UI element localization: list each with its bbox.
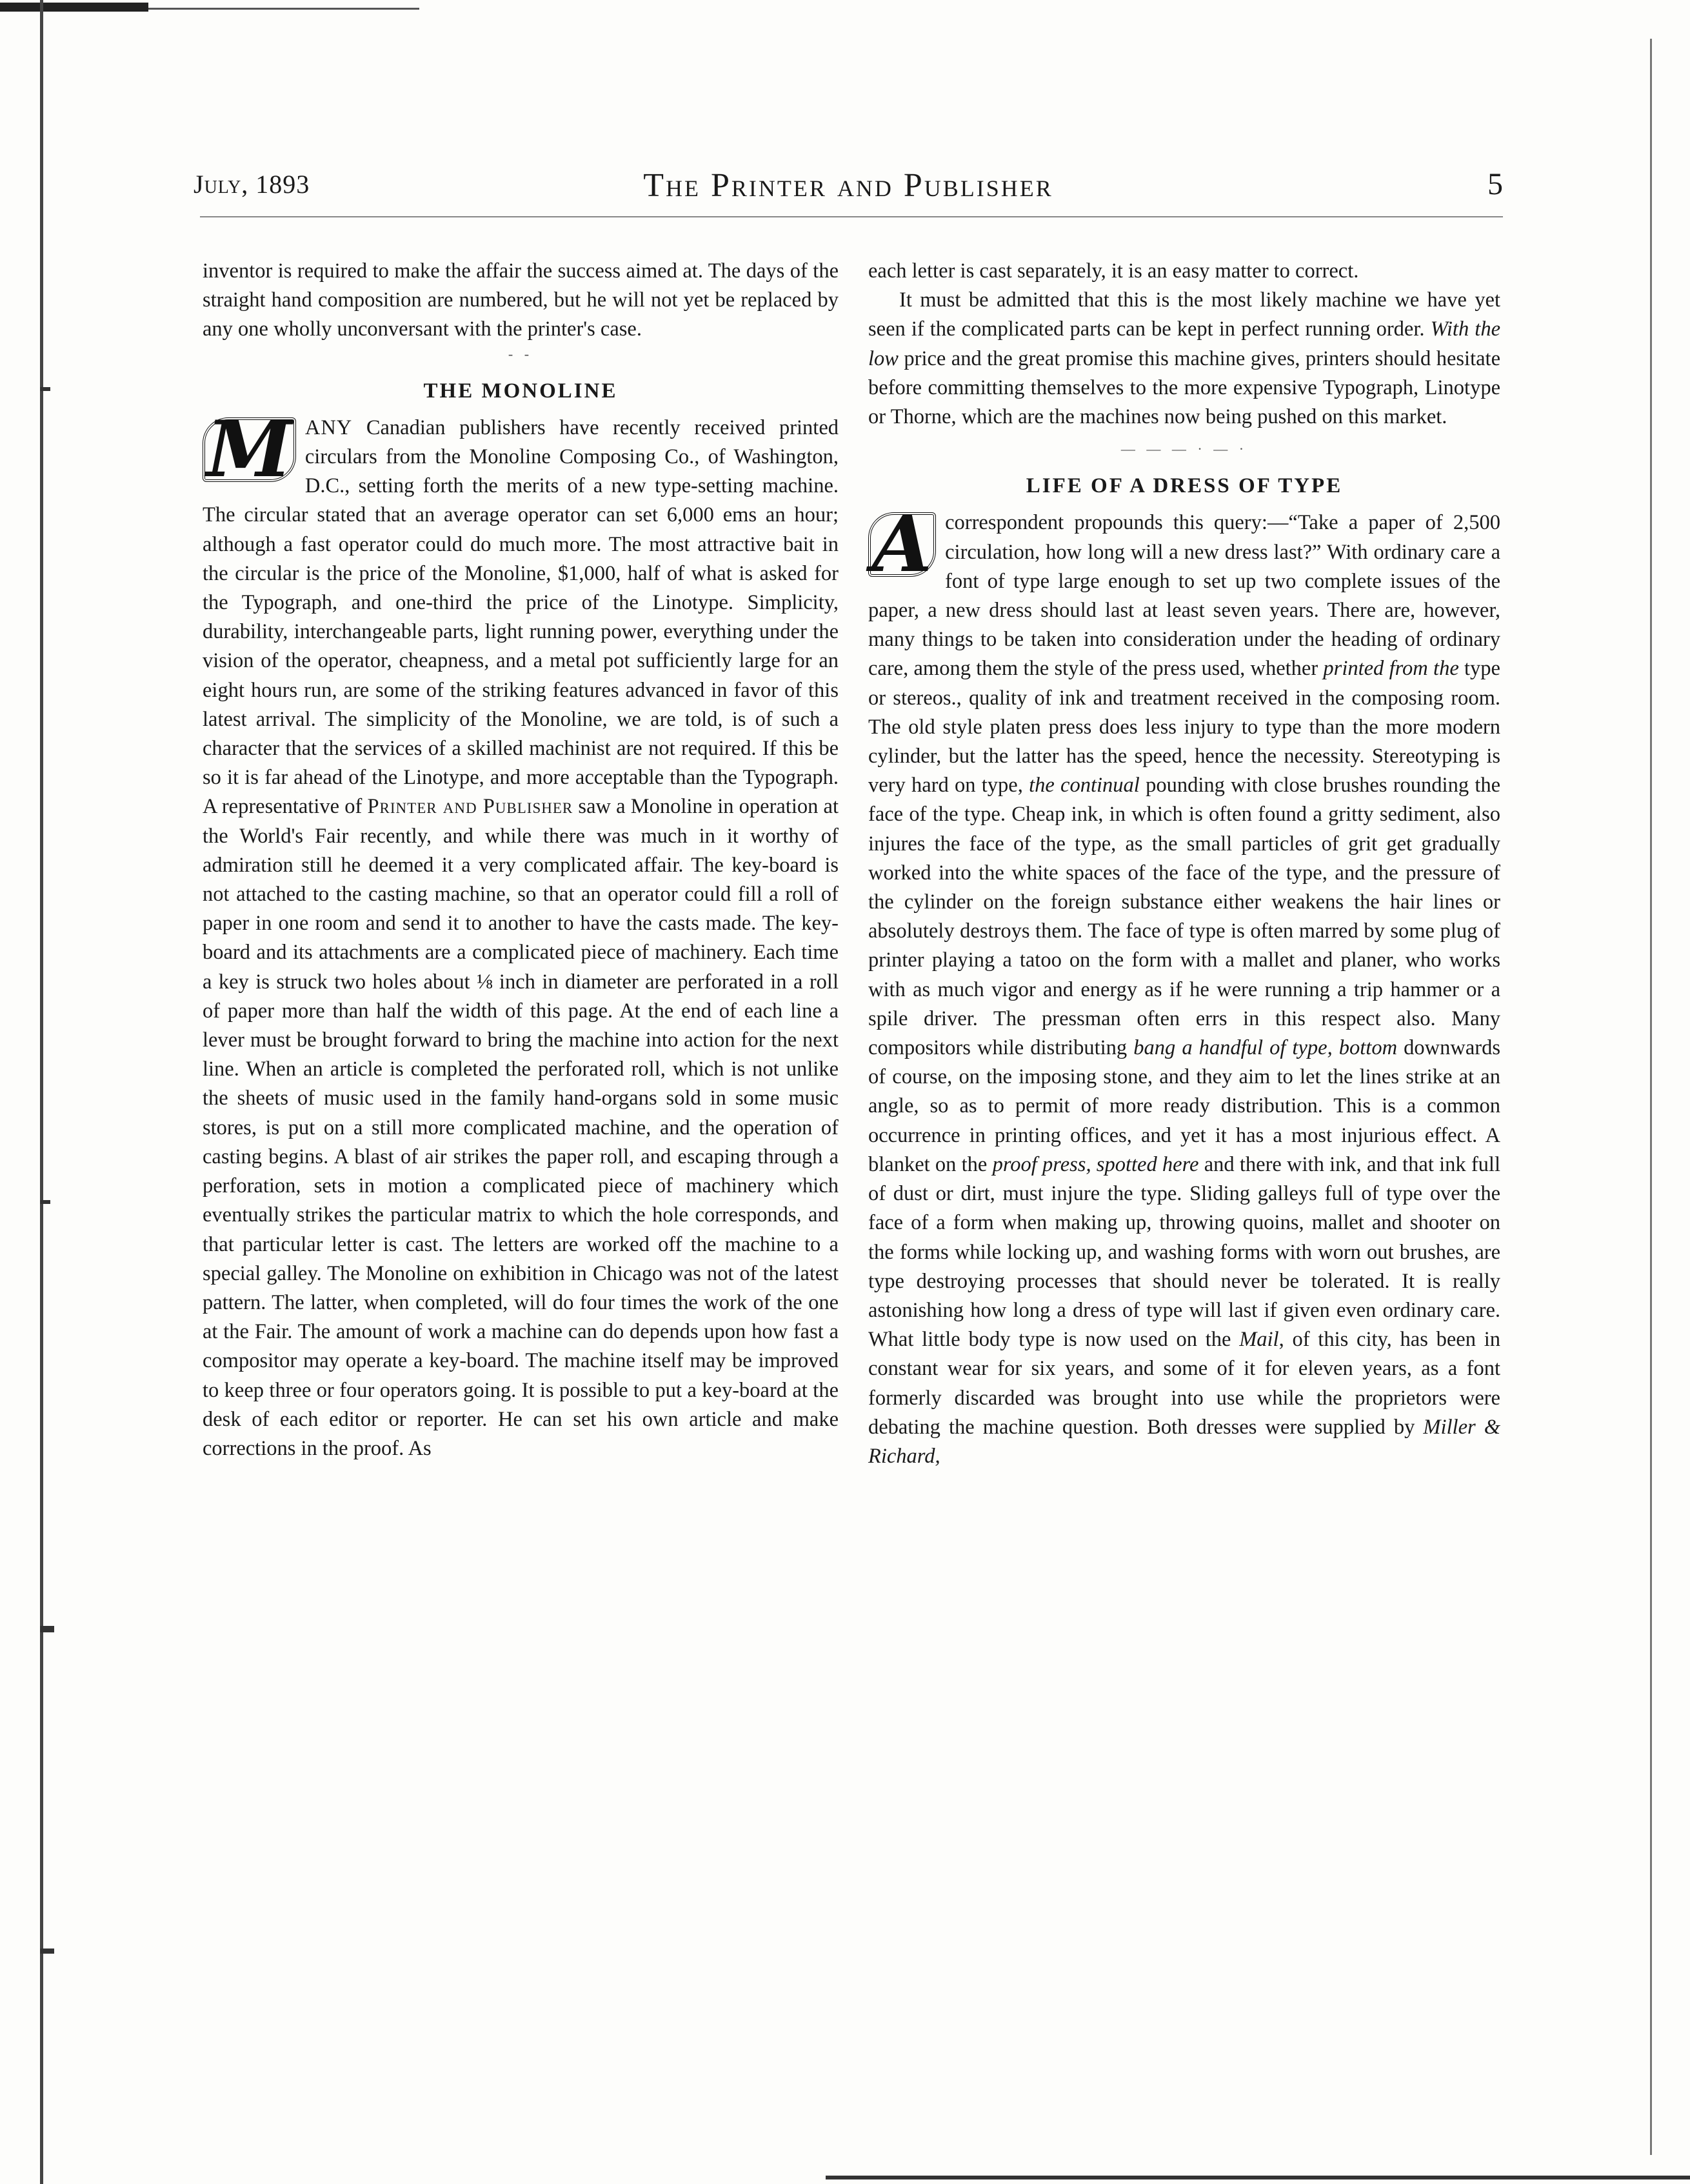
bottom-edge-rule	[826, 2176, 1690, 2179]
lead-word: ANY	[304, 416, 353, 439]
italic-text: proof press, spotted here	[992, 1152, 1199, 1176]
body-text: correspondent propounds this query:—“Take a paper of 2,500 circulation, how long will a new dress last?” With ordinary care a font of type large enough to set up two complete issues of the paper, a new dress should last at least seven years. There are, however, many things to be taken into consideration under the heading of ordinary care, among them the style of the press used, whether	[868, 511, 1500, 681]
italic-text: printed from the	[1323, 657, 1459, 681]
italic-text: Miller & Richard,	[868, 1415, 1501, 1468]
left-edge-marker	[40, 1626, 54, 1632]
publication-title: The Printer and Publisher	[643, 167, 1053, 204]
body-paragraph	[868, 286, 1500, 432]
left-edge-marker	[40, 387, 50, 391]
left-edge-marker	[40, 1949, 54, 1954]
continued-paragraph: inventor is required to make the affair the success aimed at. The days of the straight hand composition are numbered, but he will not yet be replaced by any one wholly unconversant with the printer's case.	[203, 259, 839, 341]
section-separator: - -	[508, 345, 533, 362]
left-edge-marker	[40, 1200, 50, 1204]
page-header	[194, 169, 1503, 214]
body-text: , of this city, has been in constant wear for six years, and some of it for eleven years, as a font formerly discarded was brought into use while the proprietors were debating the machine question. Both dresses were supplied by	[868, 1328, 1500, 1439]
body-text: type or stereos., quality of ink and treatment received in the composing room. The old style platen press does less injury to type than the more modern cylinder, but the latter has the speed, hence the necessity. Stereotyping is very hard on type,	[868, 657, 1500, 797]
continued-paragraph: each letter is cast separately, it is an easy matter to correct.	[868, 259, 1359, 283]
article-heading-dress-of-type: LIFE OF A DRESS OF TYPE	[1026, 474, 1343, 498]
body-text: It must be admitted that this is the most likely machine we have yet seen if the complicated parts can be kept in perfect running order.	[868, 288, 1500, 341]
drop-cap-letter: A	[868, 512, 936, 577]
drop-cap-letter: M	[203, 417, 296, 482]
italic-text: the continual	[1029, 774, 1140, 797]
left-column	[203, 257, 839, 1463]
section-separator: — — — · — ·	[1120, 441, 1248, 457]
italic-text: bang a handful of type, bottom	[1133, 1036, 1398, 1060]
right-edge-line	[1650, 39, 1652, 2155]
article-body-monoline	[203, 403, 839, 1463]
body-text: downwards of course, on the imposing stone, and they aim to let the lines strike at an angle, so as to permit of more ready distribution. This is a common occurrence in printing offices, and yet it has a most injurious effect. A blanket on the	[868, 1036, 1500, 1176]
italic-text: With the low	[868, 317, 1500, 370]
publication-name-inline: Printer and Publisher	[367, 795, 573, 819]
italic-text: Mail	[1239, 1328, 1279, 1352]
top-edge-rule	[0, 3, 148, 12]
article-heading-monoline: THE MONOLINE	[423, 379, 618, 403]
article-body-dress-of-type	[868, 499, 1501, 1471]
body-text: saw a Monoline in operation at the World's Fair recently, and while there was much in it worthy of admiration still he deemed it a very complicated affair. The key-board is not attached to the casting machine, so that an operator could fill a roll of paper in one room and send it to another to have the casts made. The key-board and its attachments are a complicated piece of machinery. Each time a key is struck two holes about ⅛ inch in diameter are perforated in a roll of paper more than half the width of this page. At the end of each line a lever must be brought forward to bring the machine into action for the next line. When an article is completed the perforated roll, which is not unlike the sheets of music used in the family hand-organs sold in some music stores, is put on a still more complicated machine, and the operation of casting begins. A blast of air strikes the paper roll, and escaping through a perforation, sets in motion a complicated piece of machinery which eventually strikes the particular matrix to which the hole corresponds, and that particular letter is cast. The letters are worked off the machine to a special galley. The Monoline on exhibition in Chicago was not of the latest pattern. The latter, when completed, will do four times the work of the one at the Fair. The amount of work a machine can do depends upon how fast a compositor may operate a key-board. The machine itself may be improved to keep three or four operators going. It is possible to put a key-board at the desk of each editor or reporter. He can set his own article and make corrections in the proof. As	[203, 795, 839, 1460]
body-text: pounding with close brushes rounding the face of the type. Cheap ink, in which is often found a gritty sediment, also injures the face of the type, as the small particles of grit get gradually worked into the white spaces of the face of the type, and the pressure of the cylinder on the foreign substance either weakens the hair lines or absolutely destroys them. The face of type is often marred by some plug of printer playing a tatoo on the form with a mallet and planer, who works with as much vigor and energy as if he were running a trip hammer or a spile driver. The pressman often errs in this respect also. Many compositors while distributing	[868, 774, 1501, 1060]
page-number: 5	[1487, 167, 1503, 201]
body-text: and there with ink, and that ink full of dust or dirt, must injure the type. Sliding galleys full of type over the face of a form when making up, throwing quoins, mallet and shooter on the forms while locking up, and washing forms with worn out brushes, are type destroying processes that should never be tolerated. It is really astonishing how long a dress of type will last if given even ordinary care. What little body type is now used on the	[868, 1152, 1500, 1352]
left-edge-line	[40, 0, 43, 2184]
body-text: price and the great promise this machine gives, printers should hesitate before committing themselves to the more expensive Typograph, Linotype or Thorne, which are the machines now being pushed on this market.	[868, 346, 1500, 429]
body-text: Canadian publishers have recently received printed circulars from the Monoline Composing Co., of Washington, D.C., setting forth the merits of a new type-setting machine. The circular stated that an average operator can set 6,000 ems an hour; although a fast operator could do much more. The most attractive bait in the circular is the price of the Monoline, $1,000, half of what is asked for the Typograph, and one-third the price of the Linotype. Simplicity, durability, interchangeable parts, light running power, everything under the vision of the operator, cheapness, and a metal pot sufficiently large for an eight hours run, are some of the striking features advanced in favor of this latest arrival. The simplicity of the Monoline, we are told, is of such a character that the services of a skilled machinist are not required. If this be so it is far ahead of the Linotype, and more acceptable than the Typograph. A representative of	[203, 416, 839, 819]
header-rule	[200, 216, 1503, 217]
issue-date: July, 1893	[194, 170, 310, 199]
top-edge-rule-thin	[148, 8, 419, 10]
right-column	[868, 257, 1500, 1471]
